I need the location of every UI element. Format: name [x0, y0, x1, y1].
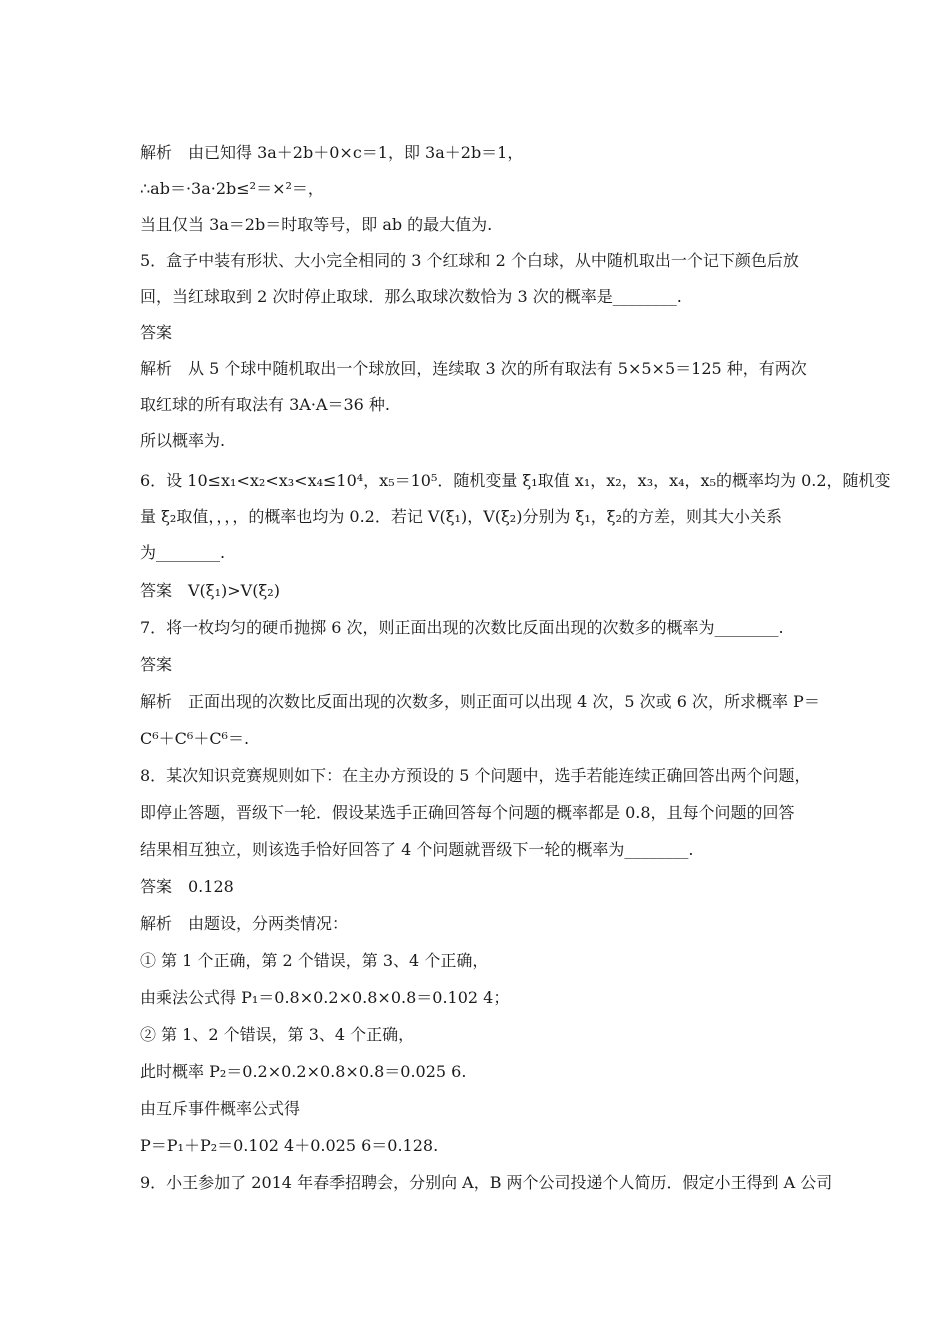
text-line: 所以概率为.: [140, 431, 226, 450]
text-line: 解析 由题设，分两类情况：: [140, 914, 349, 933]
answer-line: 答案 0.128: [140, 877, 234, 896]
text-line: P＝P₁＋P₂＝0.102 4＋0.025 6＝0.128.: [140, 1136, 439, 1155]
answer-label: 答案: [140, 323, 173, 342]
text-line: 为________.: [140, 543, 226, 562]
answer-line: 答案 V(ξ₁)>V(ξ₂): [140, 581, 280, 600]
text-line: ∴ab＝·3a·2b≤²＝×²＝，: [140, 179, 324, 198]
question-7-line: 7．将一枚均匀的硬币抛掷 6 次，则正面出现的次数比反面出现的次数多的概率为________.: [140, 618, 784, 637]
text-line: 当且仅当 3a＝2b＝时取等号，即 ab 的最大值为.: [140, 215, 493, 234]
question-5-line: 5．盒子中装有形状、大小完全相同的 3 个红球和 2 个白球，从中随机取出一个记下颜色后放: [140, 251, 799, 270]
text-line: 解析 由已知得 3a＋2b＋0×c＝1，即 3a＋2b＝1，: [140, 143, 524, 162]
text-line: ① 第 1 个正确，第 2 个错误，第 3、4 个正确，: [140, 951, 489, 970]
question-8-line: 8．某次知识竞赛规则如下：在主办方预设的 5 个问题中，选手若能连续正确回答出两个问题，: [140, 766, 811, 785]
text-line: 由乘法公式得 P₁＝0.8×0.2×0.8×0.8＝0.102 4；: [140, 988, 510, 1007]
text-line: 即停止答题，晋级下一轮．假设某选手正确回答每个问题的概率都是 0.8，且每个问题的回答: [140, 803, 795, 822]
text-line: 解析 正面出现的次数比反面出现的次数多，则正面可以出现 4 次，5 次或 6 次，所求概率 P＝: [140, 692, 820, 711]
question-6-line: 6．设 10≤x₁<x₂<x₃<x₄≤10⁴，x₅＝10⁵．随机变量 ξ₁取值 x₁，x₂，x₃，x₄，x₅的概率均为 0.2，随机变: [140, 471, 891, 490]
text-line: 回，当红球取到 2 次时停止取球．那么取球次数恰为 3 次的概率是________.: [140, 287, 682, 306]
text-line: 解析 从 5 个球中随机取出一个球放回，连续取 3 次的所有取法有 5×5×5＝125 种，有两次: [140, 359, 807, 378]
text-line: 量 ξ₂取值，，，，的概率也均为 0.2．若记 V(ξ₁)，V(ξ₂)分别为 ξ₁，ξ₂的方差，则其大小关系: [140, 507, 783, 526]
question-9-line: 9．小王参加了 2014 年春季招聘会，分别向 A，B 两个公司投递个人简历．假定小王得到 A 公司: [140, 1173, 833, 1192]
text-line: 取红球的所有取法有 3A·A＝36 种.: [140, 395, 390, 414]
text-line: 由互斥事件概率公式得: [140, 1099, 301, 1118]
text-line: 结果相互独立，则该选手恰好回答了 4 个问题就晋级下一轮的概率为________.: [140, 840, 694, 859]
answer-label: 答案: [140, 655, 173, 674]
text-line: 此时概率 P₂＝0.2×0.2×0.8×0.8＝0.025 6.: [140, 1062, 467, 1081]
text-line: ② 第 1、2 个错误，第 3、4 个正确，: [140, 1025, 415, 1044]
text-line: C⁶＋C⁶＋C⁶＝.: [140, 729, 250, 748]
